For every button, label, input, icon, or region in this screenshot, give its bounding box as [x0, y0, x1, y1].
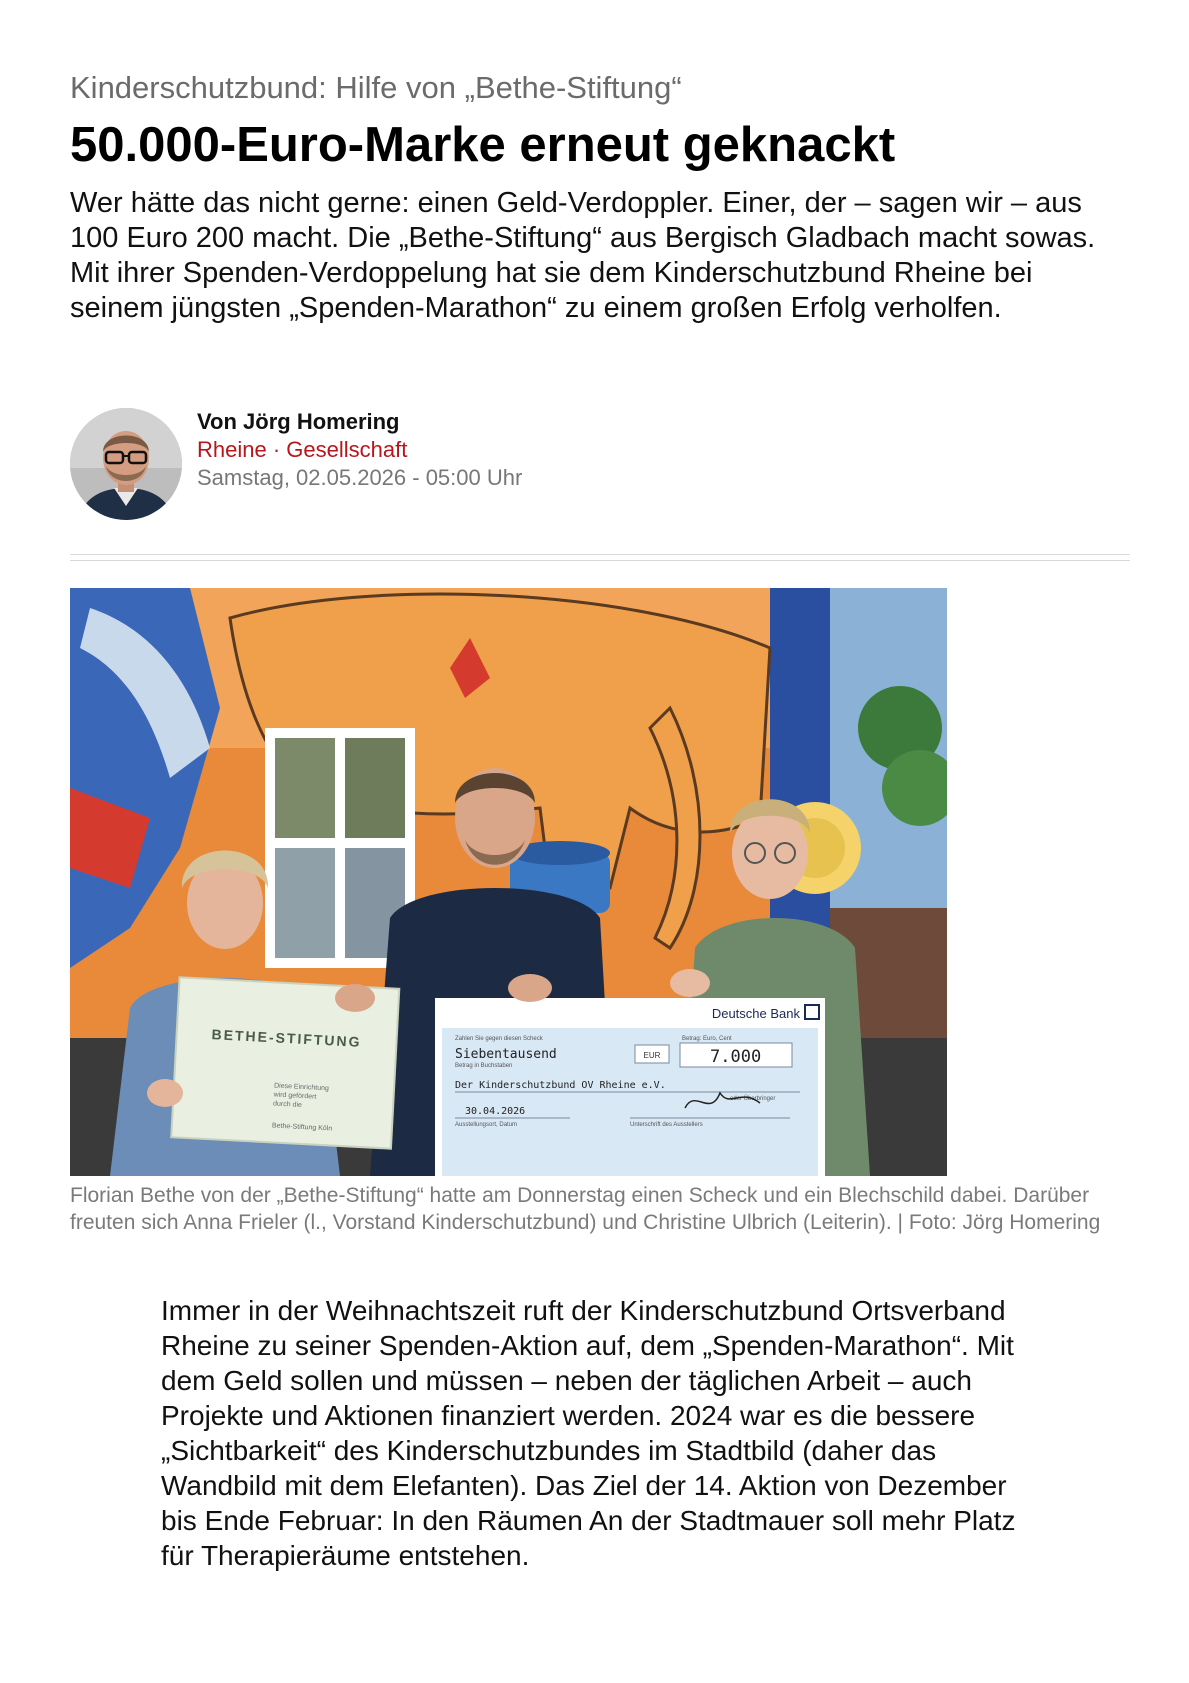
sign-small-3: durch die: [272, 1100, 303, 1109]
cheque-currency: EUR: [643, 1051, 661, 1060]
cheque-label-1: Zahlen Sie gegen diesen Scheck: [455, 1036, 543, 1042]
photo-scene: [70, 588, 947, 1176]
article-kicker: Kinderschutzbund: Hilfe von „Bethe-Stiftung“: [70, 70, 682, 105]
cheque-amount: 7.000: [710, 1047, 762, 1067]
photo-caption: Florian Bethe von der „Bethe-Stiftung“ hatte am Donnerstag einen Scheck und ein Blechschild dabei. Darüber freuten sich Anna Frieler (l., Vorstand Kinderschutzbund) und Christine Ulbrich (Leiterin). | Foto: Jörg Homering: [70, 1184, 1101, 1234]
cheque-amount-words: Siebentausend: [455, 1047, 557, 1062]
author-name[interactable]: Von Jörg Homering: [197, 409, 400, 434]
publish-date: Samstag, 02.05.2026 - 05:00 Uhr: [197, 465, 523, 490]
sign-small-2: wird gefördert: [273, 1091, 317, 1101]
section-separator: ·: [272, 437, 281, 462]
cheque-label-6: Unterschrift des Ausstellers: [630, 1122, 703, 1128]
cheque-date: 30.04.2026: [465, 1106, 526, 1117]
cheque-label-3: Betrag: Euro, Cent: [682, 1036, 732, 1042]
divider-bottom: [70, 560, 1130, 561]
section-link-rheine[interactable]: Rheine: [197, 437, 267, 462]
article-lead: Wer hätte das nicht gerne: einen Geld-Verdoppler. Einer, der – sagen wir – aus 100 Euro 200 macht. Die „Bethe-Stiftung“ aus Bergisch Gladbach macht sowas. Mit ihrer Spenden-Verdoppelung hat sie dem Kinderschutzbund Rheine bei seinem jüngsten „Spenden-Marathon“ zu einem großen Erfolg verholfen.: [70, 187, 1096, 324]
byline: [70, 408, 1130, 523]
section-link-gesellschaft[interactable]: Gesellschaft: [286, 437, 408, 462]
cheque-payee: Der Kinderschutzbund OV Rheine e.V.: [455, 1080, 666, 1091]
sign-footer: Bethe-Stiftung Köln: [271, 1122, 333, 1133]
article-headline: 50.000-Euro-Marke erneut geknackt: [70, 118, 896, 172]
article-photo[interactable]: [70, 588, 947, 1176]
author-avatar: [70, 408, 182, 520]
byline-text: [197, 408, 522, 492]
sign-small-1: Diese Einrichtung: [273, 1082, 330, 1093]
sign-title: BETHE-STIFTUNG: [211, 1026, 362, 1050]
author-avatar-image: [70, 408, 182, 520]
article-page: [70, 68, 1130, 1571]
article-body-paragraph: Immer in der Weihnachtszeit ruft der Kinderschutzbund Ortsverband Rheine zu seiner Spenden-Aktion auf, dem „Spenden-Marathon“. Mit dem Geld sollen und müssen – neben der täglichen Arbeit – auch Projekte und Aktionen finanziert werden. 2024 war es die bessere „Sichtbarkeit“ des Kinderschutzbundes im Stadtbild (daher das Wandbild mit dem Elefanten). Das Ziel der 14. Aktion von Dezember bis Ende Februar: In den Räumen An der Stadtmauer soll mehr Platz für Therapieräume entstehen.: [161, 1295, 1016, 1571]
cheque-label-4: oder Überbringer: [730, 1096, 776, 1102]
section-links: [197, 436, 522, 464]
cheque-label-5: Ausstellungsort, Datum: [455, 1122, 518, 1128]
divider-top: [70, 554, 1130, 555]
cheque-label-2: Betrag in Buchstaben: [455, 1063, 513, 1069]
cheque-bank: Deutsche Bank: [711, 1006, 800, 1021]
